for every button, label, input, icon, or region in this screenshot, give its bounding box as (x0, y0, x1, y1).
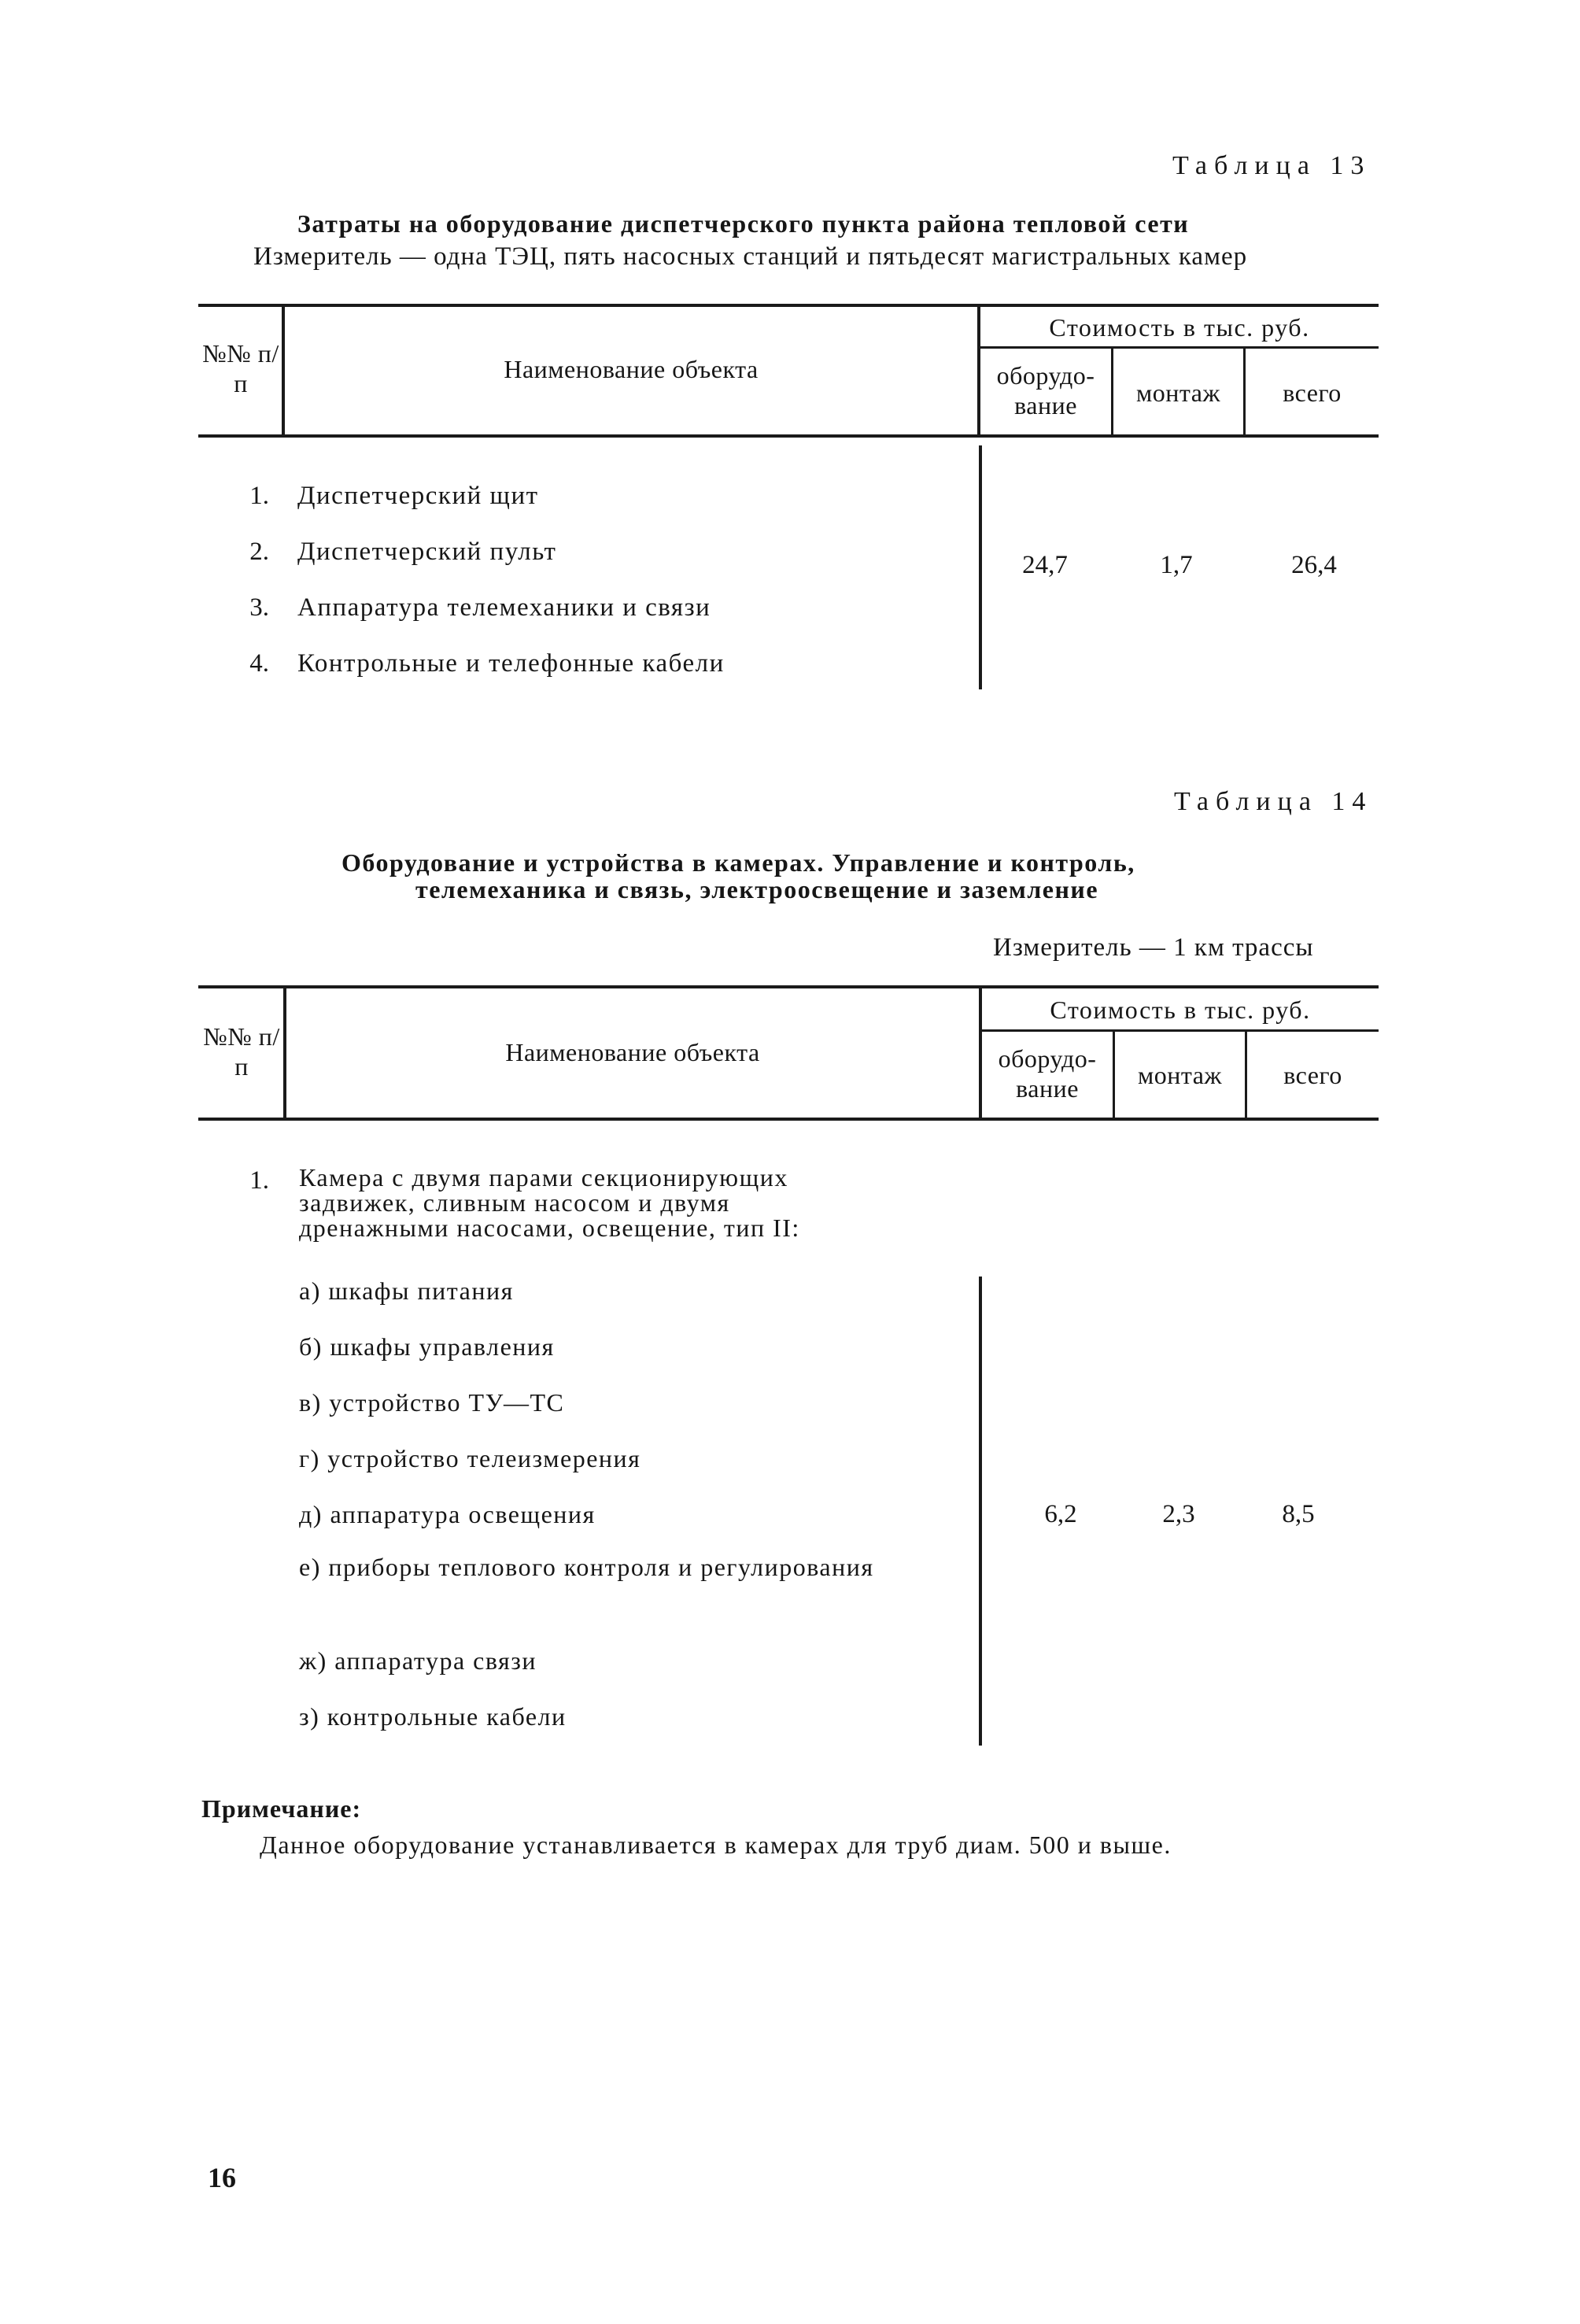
table14-subitem: е) приборы теплового контроля и регулирования (299, 1553, 874, 1581)
table14-label: Таблица 14 (1174, 787, 1373, 816)
table14-subitem: г) устройство телеизмерения (299, 1444, 641, 1472)
table14-value-equipment: 6,2 (1044, 1500, 1077, 1528)
table13-value-installation: 1,7 (1160, 551, 1193, 579)
table14-header-bottom-rule (198, 1118, 1379, 1121)
table14-header-cost: Стоимость в тыс. руб. (1050, 996, 1311, 1024)
table14-header-num: №№ п/п (203, 1022, 280, 1081)
table13-header-bottom-rule (198, 434, 1379, 438)
table14-item-num: 1. (249, 1166, 269, 1195)
note-text: Данное оборудование устанавливается в камерах для труб диам. 500 и выше. (260, 1831, 1172, 1859)
table14-header-installation: монтаж (1137, 1061, 1223, 1089)
table13-top-rule (198, 304, 1379, 307)
table14-subitem: д) аппаратура освещения (299, 1500, 596, 1528)
table14-subitem: б) шкафы управления (299, 1332, 555, 1361)
table13-header-total: всего (1283, 379, 1342, 407)
table14-title-line1: Оборудование и устройства в камерах. Управление и контроль, (341, 848, 1135, 877)
table13-header-name: Наименование объекта (504, 355, 759, 383)
table13-row-num: 1. (249, 482, 269, 510)
table13-label: Таблица 13 (1172, 151, 1371, 180)
table13-header-num: №№ п/п (202, 339, 279, 397)
table14-header-total: всего (1283, 1061, 1342, 1089)
table14-measure: Измеритель — 1 км трассы (993, 933, 1314, 962)
table13-row-num: 3. (249, 593, 269, 622)
table14-body-divider (979, 1277, 982, 1746)
table13-value-total: 26,4 (1291, 551, 1337, 579)
table13-header-cost: Стоимость в тыс. руб. (1049, 313, 1310, 342)
table14-item-text: Камера с двумя парами секционирующих задвижек, сливным насосом и двумя дренажными насосами, освещение, тип II: (299, 1163, 800, 1242)
table14-value-total: 8,5 (1282, 1500, 1315, 1528)
table13-cost-rule (979, 346, 1379, 349)
table13-value-equipment: 24,7 (1022, 551, 1068, 579)
table13-row-num: 2. (249, 538, 269, 566)
table13-row-name: Аппаратура телемеханики и связи (297, 593, 711, 622)
table14-top-rule (198, 985, 1379, 988)
table13-row-name: Контрольные и телефонные кабели (297, 649, 725, 678)
table13-row-num: 4. (249, 649, 269, 678)
table14-title-line2: телемеханика и связь, электроосвещение и заземление (415, 875, 1099, 903)
table14-header-equipment: оборудо- вание (998, 1044, 1097, 1103)
table13-header-installation: монтаж (1135, 379, 1221, 407)
table13-row-name: Диспетчерский щит (297, 482, 539, 510)
table13-header-equipment: оборудо- вание (996, 361, 1095, 419)
table14-header-name: Наименование объекта (505, 1038, 760, 1066)
table14-subitem: в) устройство ТУ—ТС (299, 1388, 565, 1417)
table14-subitem: ж) аппаратура связи (299, 1646, 537, 1675)
table13-measure: Измеритель — одна ТЭЦ, пять насосных станций и пятьдесят магистральных камер (253, 242, 1248, 271)
page-number: 16 (208, 2162, 236, 2193)
table14-subitem: з) контрольные кабели (299, 1702, 567, 1731)
table14-cost-rule (980, 1029, 1379, 1032)
table13-row-name: Диспетчерский пульт (297, 538, 557, 566)
table13-title: Затраты на оборудование диспетчерского пункта района тепловой сети (297, 209, 1190, 238)
note-title: Примечание: (201, 1794, 362, 1823)
table14-value-installation: 2,3 (1162, 1500, 1195, 1528)
table13-body-divider (979, 445, 982, 689)
table14-subitem: а) шкафы питания (299, 1277, 514, 1305)
